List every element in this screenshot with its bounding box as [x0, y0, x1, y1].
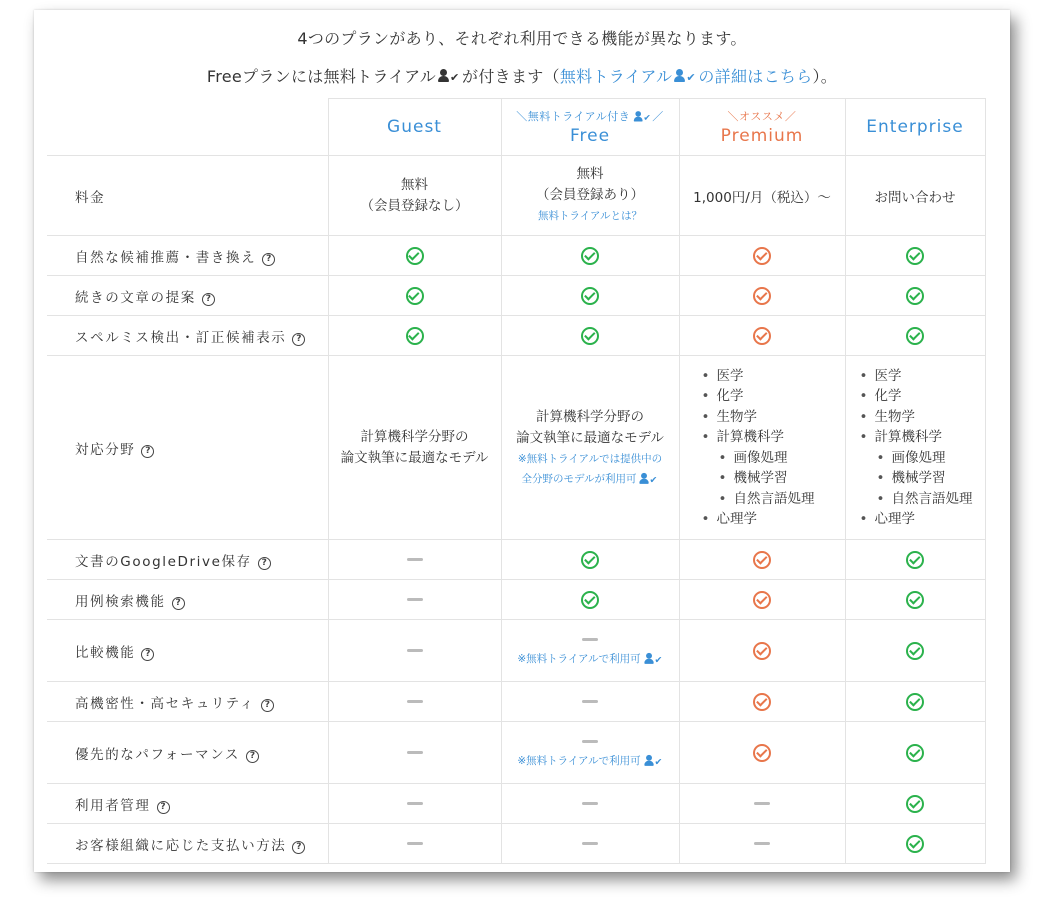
intro-free-text: Freeプランには無料トライアル: [206, 67, 437, 86]
check-circle-icon: [581, 551, 599, 569]
check-circle-icon: [906, 835, 924, 853]
question-circle-icon[interactable]: ?: [172, 597, 185, 610]
plan-guest-header: Guest: [328, 99, 501, 156]
question-circle-icon[interactable]: ?: [261, 699, 274, 712]
user-check-icon: ✔: [640, 472, 655, 481]
question-circle-icon[interactable]: ?: [202, 293, 215, 306]
dash-icon: [407, 598, 423, 601]
user-check-icon: ✔: [644, 754, 659, 763]
check-circle-icon: [581, 247, 599, 265]
row-label: 利用者管理 ?: [47, 784, 328, 824]
check-circle-icon: [753, 591, 771, 609]
user-check-icon: ✔: [674, 69, 696, 83]
intro-line-2: [34, 64, 1010, 87]
dash-icon: [754, 842, 770, 845]
question-circle-icon[interactable]: ?: [292, 841, 305, 854]
plan-free-header: ＼無料トライアル付き ✔ ／ Free: [501, 99, 679, 156]
question-circle-icon[interactable]: ?: [157, 801, 170, 814]
fields-free: 計算機科学分野の 論文執筆に最適なモデル ※無料トライアルでは提供中の 全分野のモデルが利用可 ✔: [501, 356, 679, 540]
check-circle-icon: [906, 551, 924, 569]
table-row: [47, 276, 985, 316]
dash-icon: [407, 802, 423, 805]
price-enterprise: お問い合わせ: [845, 156, 985, 236]
dash-icon: [582, 802, 598, 805]
fields-list: • 医学 • 化学 • 生物学 • 計算機科学 • 画像処理 • 機械学習 • 自然言語処理 • 心理学: [846, 366, 985, 530]
intro-line-1: 4つのプランがあり、それぞれ利用できる機能が異なります。: [297, 29, 747, 48]
check-circle-icon: [581, 327, 599, 345]
check-circle-icon: [753, 327, 771, 345]
fields-guest: 計算機科学分野の 論文執筆に最適なモデル: [328, 356, 501, 540]
check-circle-icon: [906, 327, 924, 345]
row-label: スペルミス検出・訂正候補表示 ?: [47, 316, 328, 356]
check-circle-icon: [753, 551, 771, 569]
table-row: [47, 580, 985, 620]
price-free: 無料 （会員登録あり） 無料トライアルとは？: [501, 156, 679, 236]
row-label: 比較機能 ?: [47, 620, 328, 682]
plan-header-row: [47, 99, 985, 156]
check-circle-icon: [581, 287, 599, 305]
plan-enterprise-header: Enterprise: [845, 99, 985, 156]
dash-icon: [407, 558, 423, 561]
check-circle-icon: [406, 287, 424, 305]
check-circle-icon: [906, 247, 924, 265]
fields-row: [47, 356, 985, 540]
plan-comparison-table: [47, 98, 986, 864]
check-circle-icon: [906, 642, 924, 660]
user-check-icon: ✔: [634, 111, 648, 120]
check-circle-icon: [906, 591, 924, 609]
plan-premium-header: ＼オススメ／ Premium: [679, 99, 845, 156]
table-row: [47, 236, 985, 276]
check-circle-icon: [753, 744, 771, 762]
intro-suffix-text: ）。: [812, 67, 838, 86]
question-circle-icon[interactable]: ?: [292, 333, 305, 346]
row-label: 続きの文章の提案 ?: [47, 276, 328, 316]
dash-icon: [582, 700, 598, 703]
pricing-card: [34, 10, 1010, 872]
dash-icon: [407, 751, 423, 754]
check-circle-icon: [906, 693, 924, 711]
fields-premium: [679, 356, 845, 540]
question-circle-icon[interactable]: ?: [246, 750, 259, 763]
row-label: 用例検索機能 ?: [47, 580, 328, 620]
check-circle-icon: [906, 744, 924, 762]
question-circle-icon[interactable]: ?: [262, 253, 275, 266]
price-premium: 1,000円/月（税込）〜: [679, 156, 845, 236]
check-circle-icon: [753, 642, 771, 660]
price-row: [47, 156, 985, 236]
check-circle-icon: [753, 287, 771, 305]
check-circle-icon: [753, 247, 771, 265]
user-check-icon: ✔: [644, 652, 659, 661]
price-guest: 無料 （会員登録なし）: [328, 156, 501, 236]
table-row: [47, 540, 985, 580]
dash-icon: [582, 638, 598, 641]
check-circle-icon: [406, 327, 424, 345]
dash-icon: [407, 842, 423, 845]
dash-icon: [754, 802, 770, 805]
table-row: [47, 824, 985, 864]
check-circle-icon: [406, 247, 424, 265]
row-label: 高機密性・高セキュリティ ?: [47, 682, 328, 722]
dash-icon: [407, 649, 423, 652]
check-circle-icon: [581, 591, 599, 609]
question-circle-icon[interactable]: ?: [141, 648, 154, 661]
row-label: 優先的なパフォーマンス ?: [47, 722, 328, 784]
user-check-icon: ✔: [438, 69, 460, 83]
fields-enterprise: [845, 356, 985, 540]
row-label: お客様組織に応じた支払い方法 ?: [47, 824, 328, 864]
question-circle-icon[interactable]: ?: [258, 557, 271, 570]
table-row: [47, 682, 985, 722]
table-row: [47, 316, 985, 356]
table-row: [47, 784, 985, 824]
intro-mid-text: が付きます（: [462, 67, 560, 86]
dash-icon: [582, 740, 598, 743]
row-label: 料金: [47, 156, 328, 236]
dash-icon: [582, 842, 598, 845]
free-tagline: ＼無料トライアル付き ✔ ／: [516, 110, 664, 124]
corner-cell: [47, 99, 328, 156]
table-row: 優先的なパフォーマンス ? ※無料トライアルで利用可 ✔: [47, 722, 985, 784]
row-label: 自然な候補推薦・書き換え ?: [47, 236, 328, 276]
row-label: 対応分野 ?: [47, 356, 328, 540]
trial-about-link[interactable]: 無料トライアルとは？: [538, 210, 642, 222]
check-circle-icon: [753, 693, 771, 711]
question-circle-icon[interactable]: ?: [141, 445, 154, 458]
row-label: 文書のGoogleDrive保存 ?: [47, 540, 328, 580]
check-circle-icon: [906, 795, 924, 813]
trial-details-link[interactable]: 無料トライアル ✔ の詳細はこちら: [559, 67, 813, 86]
check-circle-icon: [906, 287, 924, 305]
fields-list: • 医学 • 化学 • 生物学 • 計算機科学 • 画像処理 • 機械学習 • 自然言語処理 • 心理学: [680, 366, 845, 530]
table-row: 比較機能 ? ※無料トライアルで利用可 ✔: [47, 620, 985, 682]
premium-tagline: ＼オススメ／: [727, 110, 797, 123]
dash-icon: [407, 700, 423, 703]
